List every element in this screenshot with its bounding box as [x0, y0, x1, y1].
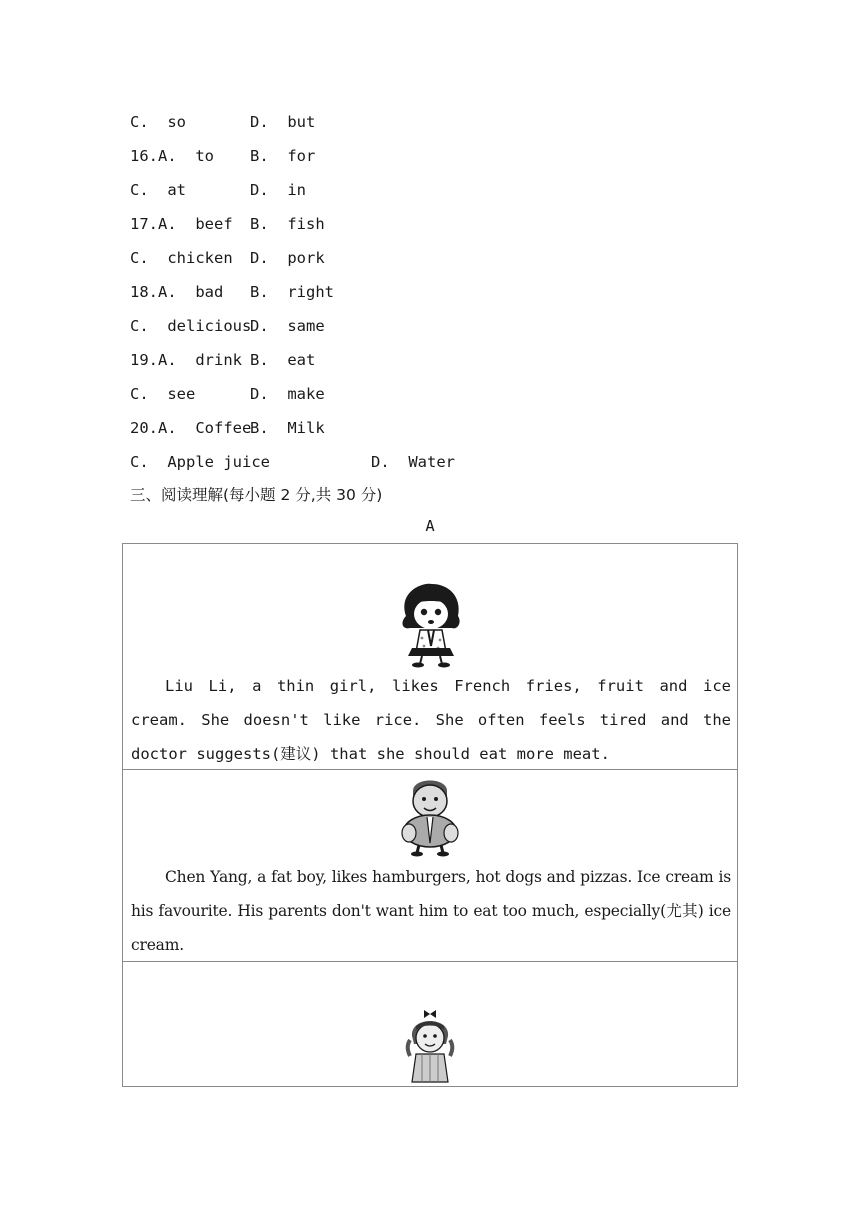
question-18-option-b: B. right [250, 283, 334, 301]
boy-cartoon-icon [395, 773, 465, 857]
question-19-option-b: B. eat [250, 351, 316, 369]
question-16-option-d: D. in [250, 181, 306, 199]
question-17-option-b: B. fish [250, 215, 325, 233]
girl-cartoon-icon [392, 582, 468, 668]
question-20-option-b: B. Milk [250, 419, 325, 437]
girl-with-bow-cartoon-icon [400, 1004, 460, 1084]
question-20-option-a: 20.A. Coffee [130, 419, 252, 437]
question-18-option-d: D. same [250, 317, 325, 335]
question-20-option-c: C. Apple juice [130, 453, 270, 471]
passage-box-third [122, 961, 738, 1087]
question-16-option-b: B. for [250, 147, 316, 165]
passage-box-liu-li [122, 543, 738, 770]
question-17-option-a: 17.A. beef [130, 215, 233, 233]
question-19-option-c: C. see [130, 385, 196, 403]
question-18-option-a: 18.A. bad [130, 283, 224, 301]
section-title: 三、阅读理解(每小题 2 分,共 30 分) [130, 486, 383, 504]
passage-label: A [425, 517, 435, 535]
question-16-option-a: 16.A. to [130, 147, 214, 165]
question-17-option-c: C. chicken [130, 249, 233, 267]
option-c: C. so [130, 113, 186, 131]
question-16-option-c: C. at [130, 181, 186, 199]
question-19-option-d: D. make [250, 385, 325, 403]
passage-liu-li-text: Liu Li, a thin girl, likes French fries, fruit and ice cream. She doesn't like rice. She often feels tired and the doctor suggests(建议) that she should eat more meat. [131, 677, 731, 763]
question-18-option-c: C. delicious [130, 317, 252, 335]
passage-box-chen-yang [122, 769, 738, 962]
question-20-option-d: D. Water [371, 453, 455, 471]
question-19-option-a: 19.A. drink [130, 351, 242, 369]
option-d: D. but [250, 113, 316, 131]
question-17-option-d: D. pork [250, 249, 325, 267]
passage-chen-yang-text: Chen Yang, a fat boy, likes hamburgers, hot dogs and pizzas. Ice cream is his favourite. His parents don't want him to eat too much, especially(尤其) ice cream. [131, 868, 731, 954]
